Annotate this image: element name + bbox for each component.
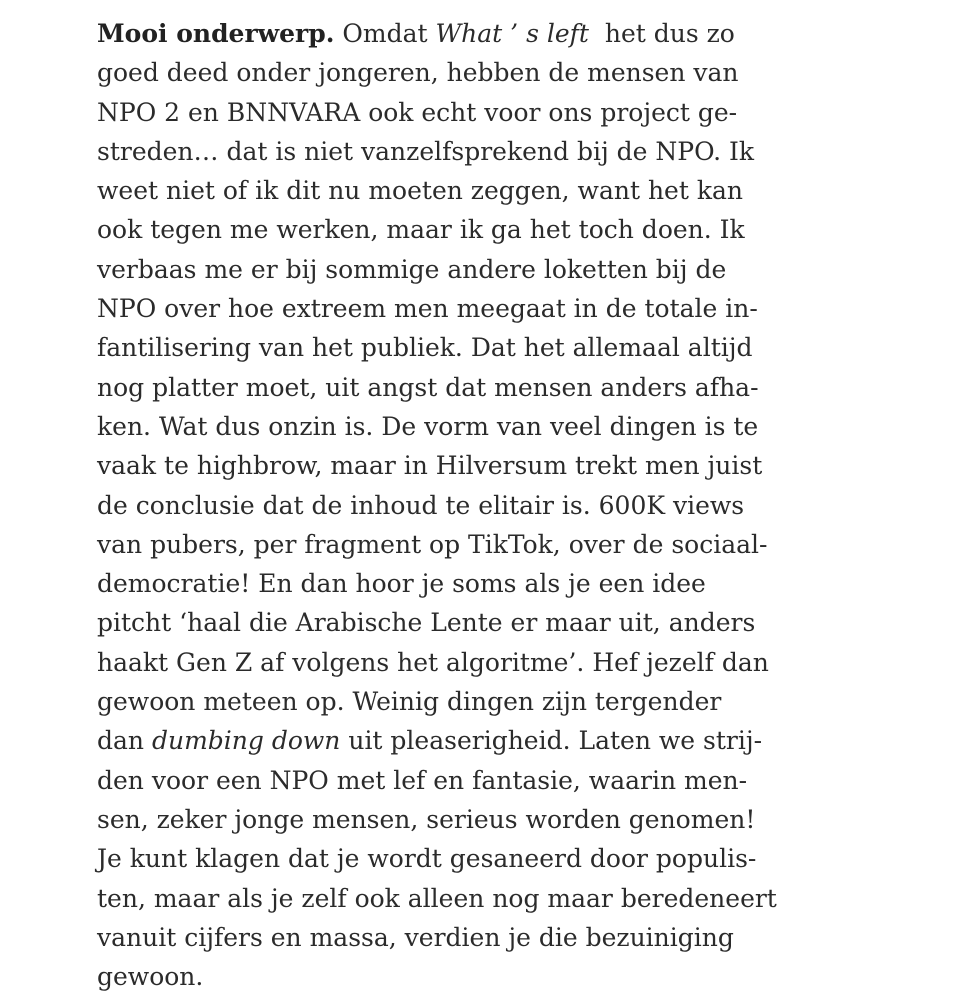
text-line: verbaas me er bij sommige andere loketten bij de: [97, 254, 727, 284]
text-line: weet niet of ik dit nu moeten zeggen, want het kan: [97, 176, 743, 206]
text-span: dan: [97, 726, 152, 756]
text-line: ken. Wat dus onzin is. De vorm van veel dingen is te: [97, 411, 759, 441]
text-line: ten, maar als je zelf ook alleen nog maar beredeneert: [97, 883, 777, 913]
italic-phrase: dumbing down: [151, 726, 341, 756]
text-line: NPO 2 en BNNVARA ook echt voor ons project ge-: [97, 97, 738, 127]
article-paragraph: [97, 14, 777, 996]
text-line: pitcht ‘haal die Arabische Lente er maar uit, anders: [97, 608, 756, 638]
text-line: de conclusie dat de inhoud te elitair is. 600K views: [97, 490, 745, 520]
text-line: sen, zeker jonge mensen, serieus worden genomen!: [97, 804, 756, 834]
text-line: haakt Gen Z af volgens het algoritme’. Hef jezelf dan: [97, 647, 769, 677]
text-line: vaak te highbrow, maar in Hilversum trekt men juist: [97, 451, 763, 481]
lead-bold: Mooi onderwerp.: [97, 19, 335, 48]
text-line: gewoon.: [97, 962, 204, 992]
text-span: Omdat: [334, 19, 436, 48]
text-span: het dus zo: [588, 19, 735, 48]
text-line: NPO over hoe extreem men meegaat in de totale in-: [97, 294, 758, 324]
text-line: goed deed onder jongeren, hebben de mensen van: [97, 58, 739, 88]
text-line: streden… dat is niet vanzelfsprekend bij de NPO. Ik: [97, 136, 755, 166]
text-line: [97, 721, 777, 760]
text-line: gewoon meteen op. Weinig dingen zijn tergender: [97, 687, 722, 717]
title-italic: What ’ s left: [435, 19, 589, 48]
text-line: democratie! En dan hoor je soms als je een idee: [97, 569, 706, 599]
text-line: van pubers, per fragment op TikTok, over de sociaal-: [97, 529, 768, 559]
text-line: Je kunt klagen dat je wordt gesaneerd door populis-: [97, 844, 757, 874]
text-line: den voor een NPO met lef en fantasie, waarin men-: [97, 765, 748, 795]
text-line: vanuit cijfers en massa, verdien je die bezuiniging: [97, 922, 734, 952]
text-span: uit pleaserigheid. Laten we strij-: [340, 726, 763, 756]
text-line: [97, 14, 777, 53]
text-line: fantilisering van het publiek. Dat het allemaal altijd: [97, 333, 753, 363]
text-line: ook tegen me werken, maar ik ga het toch doen. Ik: [97, 215, 745, 245]
text-line: nog platter moet, uit angst dat mensen anders afha-: [97, 372, 759, 402]
